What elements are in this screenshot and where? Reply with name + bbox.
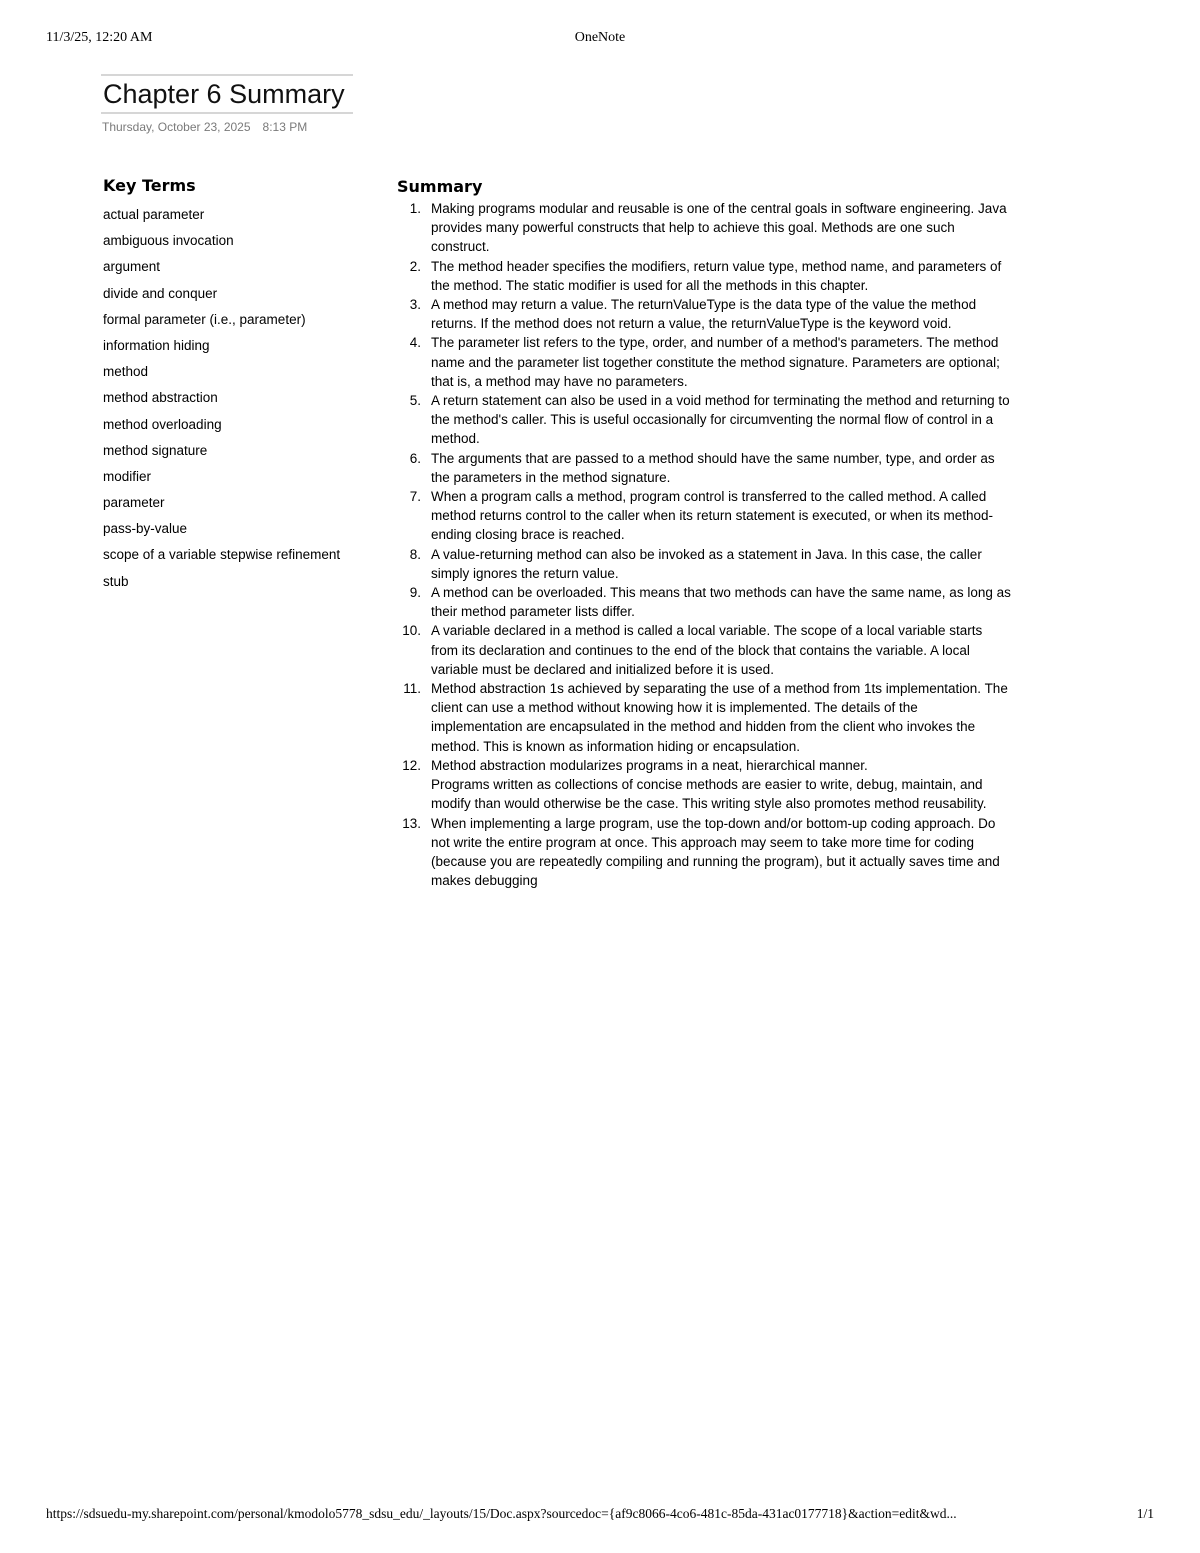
summary-item <box>397 814 1012 891</box>
summary-item-number: 2. <box>409 258 421 274</box>
summary-item-number: 5. <box>409 393 421 409</box>
key-term-item: scope of a variable stepwise refinement <box>103 547 341 563</box>
summary-item-text: Method abstraction modularizes programs in a neat, hierarchical manner. <box>431 757 868 773</box>
summary-item-text: When a program calls a method, program control is transferred to the called method. A called method returns control to the caller when its return statement is executed, or when its method-ending closing brace is reached. <box>431 489 994 543</box>
key-term-item: method overloading <box>103 416 222 432</box>
summary-item-text: A value-returning method can also be invoked as a statement in Java. In this case, the caller simply ignores the return value. <box>431 546 982 581</box>
summary-item <box>397 583 1012 621</box>
key-term-item: information hiding <box>103 337 210 353</box>
print-app-name: OneNote <box>574 30 626 45</box>
print-footer <box>46 1506 1154 1526</box>
print-url: https://sdsuedu-my.sharepoint.com/personal/kmodolo5778_sdsu_edu/_layouts/15/Doc.aspx?sourcedoc={af9c8066-4co6-481c-85da-431ac0177718}&action=edit&wd... <box>46 1506 957 1521</box>
summary-item-number: 13. <box>402 815 421 831</box>
summary-item <box>397 333 1012 391</box>
summary-item <box>397 391 1012 449</box>
key-term-item: divide and conquer <box>103 285 218 301</box>
summary-item-text: The arguments that are passed to a method should have the same number, type, and order as the parameters in the method signature. <box>431 450 995 485</box>
print-timestamp: 11/3/25, 12:20 AM <box>46 30 153 45</box>
summary-item-number: 6. <box>409 450 421 466</box>
summary-item <box>397 257 1012 295</box>
page-date-time <box>102 120 307 134</box>
summary-item <box>397 621 1012 679</box>
summary-item-text: A method may return a value. The returnValueType is the data type of the value the method returns. If the method does not return a value, the returnValueType is the keyword void. <box>431 297 977 332</box>
summary-item <box>397 295 1012 333</box>
summary-item-text: Method abstraction 1s achieved by separating the use of a method from 1ts implementation. The client can use a method without knowing how it is implemented. The details of the implementation are encapsulated in the method and hidden from the client who invokes the method. This is known as information hiding or encapsulation. <box>431 681 1008 754</box>
summary-item-number: 7. <box>409 489 421 505</box>
key-term-item: modifier <box>103 468 152 484</box>
summary-item-number: 1. <box>409 201 421 216</box>
page-date: Thursday, October 23, 2025 <box>102 120 251 134</box>
summary-item-number: 3. <box>409 297 421 313</box>
summary-item-text: When implementing a large program, use the top-down and/or bottom-up coding approach. Do not write the entire program at once. This approach may seem to take more time for coding (because you are repeatedly compiling and running the program), but it actually saves time and makes debugging <box>431 815 1000 889</box>
summary-item <box>397 545 1012 583</box>
key-term-item: pass-by-value <box>103 521 188 537</box>
summary-item <box>397 756 1012 814</box>
summary-list <box>397 199 1012 890</box>
key-term-item: parameter <box>103 495 165 511</box>
summary-item-text: A method can be overloaded. This means that two methods can have the same name, as long as their method parameter lists differ. <box>431 585 1011 620</box>
summary-item-text: The parameter list refers to the type, order, and number of a method's parameters. The method name and the parameter list together constitute the method signature. Parameters are optional; that is, a method may have no parameters. <box>431 335 1000 389</box>
summary-item-text: A return statement can also be used in a void method for terminating the method and returning to the method's caller. This is useful occasionally for circumventing the normal flow of control in a method. <box>431 393 1010 447</box>
summary-item-continuation: Programs written as collections of concise methods are easier to write, debug, maintain, and modify than would otherwise be the case. This writing style also promotes method reusability. <box>431 777 987 812</box>
key-term-item: ambiguous invocation <box>103 233 234 249</box>
summary-section <box>397 177 1012 890</box>
key-term-item: argument <box>103 259 161 275</box>
page-time: 8:13 PM <box>262 120 308 134</box>
summary-item-number: 12. <box>402 757 421 773</box>
summary-item-text: Making programs modular and reusable is one of the central goals in software engineering. Java provides many powerful constructs that help to achieve this goal. Methods are one such construct. <box>431 201 1007 255</box>
key-terms-section <box>103 176 383 595</box>
print-page-number: 1/1 <box>1136 1506 1154 1521</box>
summary-item-text: A variable declared in a method is called a local variable. The scope of a local variable starts from its declaration and continues to the end of the block that contains the variable. A local variable must be declared and initialized before it is used. <box>431 623 983 677</box>
key-term-item: method signature <box>103 442 208 458</box>
summary-item-number: 4. <box>409 335 421 351</box>
key-terms-list <box>103 202 383 595</box>
summary-item-number: 10. <box>402 623 421 639</box>
key-term-item: actual parameter <box>103 207 205 222</box>
key-term-item: method abstraction <box>103 390 218 406</box>
key-term-item: formal parameter (i.e., parameter) <box>103 311 306 327</box>
summary-item-text: The method header specifies the modifiers, return value type, method name, and parameters of the method. The static modifier is used for all the methods in this chapter. <box>431 258 1002 293</box>
key-terms-heading: Key Terms <box>103 176 196 195</box>
summary-item-number: 8. <box>409 546 421 562</box>
summary-item-number: 11. <box>403 681 421 697</box>
summary-item <box>397 679 1012 756</box>
key-term-item: method <box>103 364 149 380</box>
page-title-container <box>101 74 353 114</box>
page-title[interactable]: Chapter 6 Summary <box>103 79 345 109</box>
key-term-item: stub <box>103 573 129 589</box>
summary-item <box>397 487 1012 545</box>
print-header <box>46 30 1154 50</box>
summary-heading: Summary <box>397 177 483 196</box>
summary-item <box>397 199 1012 257</box>
summary-item-number: 9. <box>409 585 421 601</box>
summary-item <box>397 449 1012 487</box>
